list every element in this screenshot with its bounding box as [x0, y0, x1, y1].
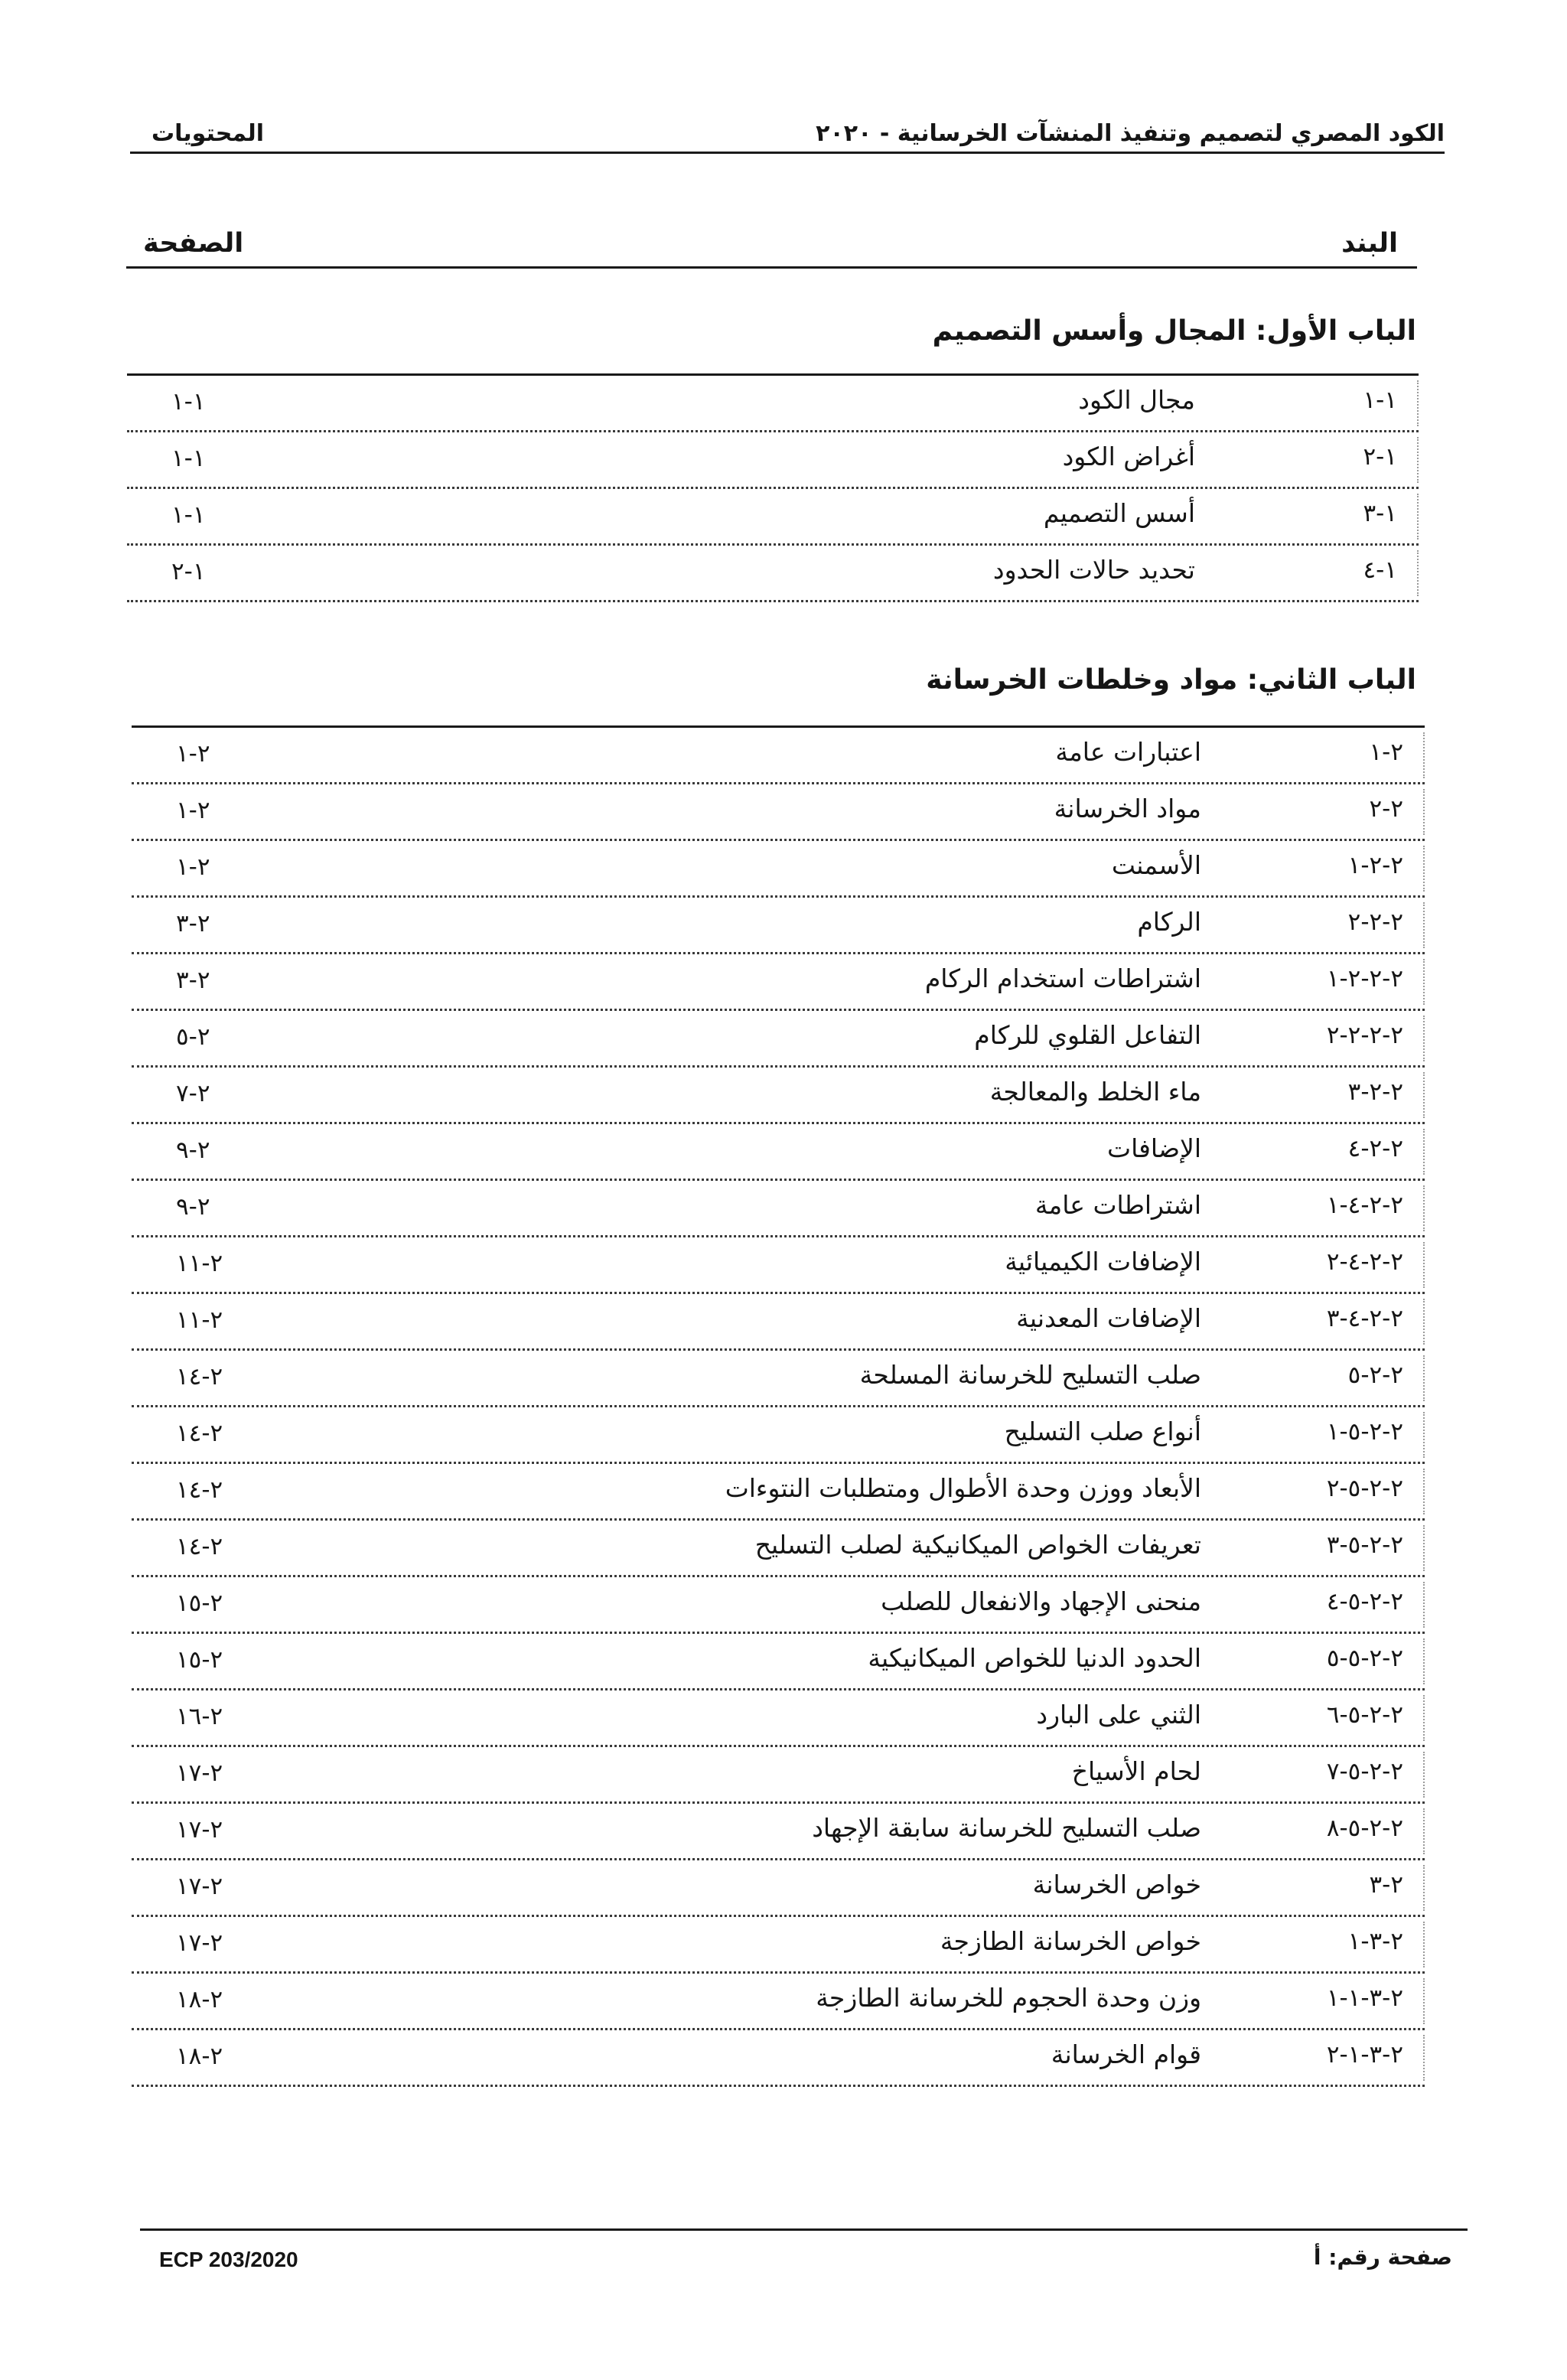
toc-item-title: منحنى الإجهاد والانفعال للصلب	[881, 1586, 1201, 1616]
row-edge-mark	[1423, 1525, 1425, 1571]
toc-row[interactable]	[132, 898, 1425, 954]
toc-item-page: ١-٢	[171, 558, 206, 585]
toc-item-title: أنواع صلب التسليح	[1004, 1417, 1201, 1446]
row-edge-mark	[1423, 1695, 1425, 1741]
toc-item-title: مجال الكود	[1078, 385, 1195, 415]
toc-item-page: ١-١	[171, 388, 206, 416]
row-edge-mark	[1423, 902, 1425, 948]
toc-row[interactable]	[127, 432, 1419, 489]
toc-item-page: ٢-١٤	[176, 1533, 223, 1560]
toc-item-number: ٢-٢-٥-٢	[1326, 1475, 1403, 1502]
toc-row[interactable]	[132, 1634, 1425, 1690]
toc-item-title: اعتبارات عامة	[1055, 737, 1201, 767]
code-reference: ECP 203/2020	[159, 2248, 298, 2271]
chapter-2-title: الباب الثاني: مواد وخلطات الخرسانة	[926, 664, 1416, 696]
toc-row[interactable]	[132, 1917, 1425, 1974]
page-number: صفحة رقم: أ	[1313, 2245, 1452, 2270]
page-footer	[140, 2228, 1468, 2277]
toc-item-number: ١-١	[1363, 386, 1397, 414]
toc-item-title: الإضافات الكيميائية	[1005, 1247, 1201, 1276]
row-edge-mark	[1423, 1865, 1425, 1911]
toc-item-title: تحديد حالات الحدود	[992, 555, 1195, 585]
toc-item-number: ١-٢	[1363, 443, 1397, 471]
toc-item-title: الأبعاد ووزن وحدة الأطوال ومتطلبات النتوءات	[725, 1473, 1201, 1503]
toc-item-page: ٢-٣	[176, 967, 210, 994]
toc-item-page: ٢-٥	[176, 1023, 210, 1051]
toc-item-page: ٢-١١	[176, 1250, 223, 1277]
running-header	[130, 98, 1445, 154]
row-edge-mark	[1423, 1129, 1425, 1175]
toc-row[interactable]	[132, 1294, 1425, 1351]
row-edge-mark	[1423, 1922, 1425, 1968]
row-edge-mark	[1423, 789, 1425, 835]
toc-item-number: ٢-٢-٥-٦	[1326, 1701, 1403, 1729]
toc-item-title: أغراض الكود	[1062, 442, 1195, 471]
toc-item-page: ٢-١٧	[176, 1816, 223, 1844]
toc-item-number: ٢-٢-٥-٧	[1326, 1758, 1403, 1785]
toc-item-number: ٢-٢-٢-١	[1326, 965, 1403, 993]
toc-item-page: ٢-١	[176, 797, 210, 824]
toc-row[interactable]	[132, 1521, 1425, 1577]
toc-item-page: ٢-١٦	[176, 1703, 223, 1730]
toc-item-number: ٢-٢-٢-٢	[1326, 1022, 1403, 1049]
document-title: الكود المصري لتصميم وتنفيذ المنشآت الخرسانية - ٢٠٢٠	[816, 120, 1445, 147]
toc-row[interactable]	[132, 954, 1425, 1011]
toc-row[interactable]	[132, 1237, 1425, 1294]
toc-item-number: ٢-٢	[1369, 795, 1403, 823]
toc-item-title: قوام الخرسانة	[1051, 2039, 1201, 2069]
item-column-heading: البند	[1341, 228, 1398, 259]
toc-item-page: ٢-١٧	[176, 1759, 223, 1787]
toc-item-page: ٢-٩	[176, 1193, 210, 1221]
section-label: المحتويات	[151, 120, 265, 147]
toc-item-title: أسس التصميم	[1043, 498, 1195, 528]
toc-row[interactable]	[132, 1407, 1425, 1464]
toc-row[interactable]	[132, 1577, 1425, 1634]
toc-item-page: ٢-١٤	[176, 1420, 223, 1447]
toc-item-number: ٢-٢-٤-١	[1326, 1192, 1403, 1219]
toc-item-title: صلب التسليح للخرسانة سابقة الإجهاد	[812, 1813, 1201, 1843]
toc-item-page: ٢-١٤	[176, 1476, 223, 1504]
toc-item-page: ٢-١٧	[176, 1873, 223, 1900]
toc-row[interactable]	[132, 1181, 1425, 1237]
toc-item-title: وزن وحدة الحجوم للخرسانة الطازجة	[816, 1983, 1201, 2013]
toc-item-number: ٢-٢-٥-٤	[1326, 1588, 1403, 1615]
toc-item-number: ٢-٢-٥	[1347, 1361, 1403, 1389]
toc-row[interactable]	[132, 1747, 1425, 1804]
toc-item-title: الإضافات	[1107, 1133, 1201, 1163]
toc-row[interactable]	[132, 1804, 1425, 1860]
toc-item-page: ٢-١١	[176, 1306, 223, 1334]
toc-item-number: ٢-٢-٥-٥	[1326, 1645, 1403, 1672]
chapter-1-title: الباب الأول: المجال وأسس التصميم	[932, 315, 1416, 347]
toc-item-title: الأسمنت	[1111, 850, 1201, 880]
toc-item-number: ٢-٢-٤	[1347, 1135, 1403, 1162]
toc-row[interactable]	[132, 841, 1425, 898]
toc-row[interactable]	[132, 1464, 1425, 1521]
row-edge-mark	[1423, 1752, 1425, 1798]
row-edge-mark	[1417, 494, 1419, 540]
toc-row[interactable]	[132, 1690, 1425, 1747]
toc-item-title: خواص الخرسانة	[1032, 1870, 1201, 1899]
row-edge-mark	[1423, 1185, 1425, 1231]
toc-row[interactable]	[132, 1860, 1425, 1917]
row-edge-mark	[1423, 1242, 1425, 1288]
toc-item-title: مواد الخرسانة	[1054, 794, 1201, 823]
toc-item-number: ٢-٢-٤-٢	[1326, 1248, 1403, 1276]
toc-item-number: ٢-٣-١-٢	[1326, 2041, 1403, 2069]
toc-row[interactable]	[132, 784, 1425, 841]
toc-item-page: ٢-١٨	[176, 1986, 223, 2013]
row-edge-mark	[1423, 1299, 1425, 1345]
toc-item-number: ٢-٣	[1369, 1871, 1403, 1899]
toc-row[interactable]	[132, 1124, 1425, 1181]
row-edge-mark	[1423, 1978, 1425, 2024]
toc-item-page: ٢-٩	[176, 1136, 210, 1164]
toc-item-page: ٢-١٤	[176, 1363, 223, 1391]
toc-item-number: ٢-١	[1369, 738, 1403, 766]
toc-row[interactable]	[127, 376, 1419, 432]
chapter-1-toc-table	[127, 373, 1419, 602]
row-edge-mark	[1417, 550, 1419, 596]
toc-item-number: ٢-٣-١	[1347, 1928, 1403, 1955]
row-edge-mark	[1423, 1582, 1425, 1628]
toc-item-page: ٢-١٥	[176, 1646, 223, 1674]
toc-item-number: ١-٤	[1363, 556, 1397, 584]
toc-item-number: ٢-٢-٢	[1347, 908, 1403, 936]
toc-item-page: ٢-٧	[176, 1080, 210, 1107]
toc-item-title: تعريفات الخواص الميكانيكية لصلب التسليح	[754, 1530, 1201, 1560]
toc-item-title: خواص الخرسانة الطازجة	[940, 1926, 1201, 1956]
toc-item-title: اشتراطات عامة	[1034, 1190, 1201, 1220]
row-edge-mark	[1423, 1016, 1425, 1061]
toc-item-title: اشتراطات استخدام الركام	[924, 963, 1201, 993]
toc-row[interactable]	[132, 1974, 1425, 2030]
toc-item-number: ٢-٢-٥-٣	[1326, 1531, 1403, 1559]
toc-row[interactable]	[132, 1011, 1425, 1068]
toc-item-page: ٢-١٥	[176, 1589, 223, 1617]
row-edge-mark	[1423, 1072, 1425, 1118]
toc-row[interactable]	[132, 2030, 1425, 2087]
row-edge-mark	[1417, 380, 1419, 426]
toc-item-number: ٢-٢-٣	[1347, 1078, 1403, 1106]
toc-row[interactable]	[132, 1068, 1425, 1124]
row-edge-mark	[1423, 732, 1425, 778]
toc-row[interactable]	[127, 489, 1419, 546]
page-column-heading: الصفحة	[143, 228, 244, 259]
toc-item-page: ٢-١٨	[176, 2043, 223, 2070]
toc-row[interactable]	[132, 1351, 1425, 1407]
toc-item-title: ماء الخلط والمعالجة	[989, 1077, 1201, 1107]
toc-item-number: ١-٣	[1363, 500, 1397, 527]
row-edge-mark	[1423, 1638, 1425, 1684]
toc-row[interactable]	[132, 728, 1425, 784]
toc-item-page: ١-١	[171, 445, 206, 472]
toc-item-page: ٢-١٧	[176, 1929, 223, 1957]
row-edge-mark	[1423, 1469, 1425, 1514]
toc-item-number: ٢-٢-٥-١	[1326, 1418, 1403, 1446]
row-edge-mark	[1423, 1412, 1425, 1458]
toc-item-page: ١-١	[171, 501, 206, 529]
toc-item-page: ٢-١	[176, 740, 210, 768]
toc-item-number: ٢-٢-٤-٣	[1326, 1305, 1403, 1332]
toc-item-page: ٢-٣	[176, 910, 210, 937]
chapter-2-toc-table	[132, 725, 1425, 2087]
row-edge-mark	[1423, 2035, 1425, 2081]
toc-row[interactable]	[127, 546, 1419, 602]
toc-item-page: ٢-١	[176, 853, 210, 881]
toc-item-title: صلب التسليح للخرسانة المسلحة	[859, 1360, 1201, 1390]
row-edge-mark	[1423, 1808, 1425, 1854]
toc-item-title: الحدود الدنيا للخواص الميكانيكية	[868, 1643, 1201, 1673]
toc-item-number: ٢-٢-٥-٨	[1326, 1814, 1403, 1842]
toc-item-title: الإضافات المعدنية	[1016, 1303, 1201, 1333]
toc-item-number: ٢-٢-١	[1347, 852, 1403, 879]
column-headings	[126, 205, 1417, 269]
row-edge-mark	[1423, 846, 1425, 892]
row-edge-mark	[1417, 437, 1419, 483]
toc-item-title: التفاعل القلوي للركام	[974, 1020, 1201, 1050]
toc-item-title: الركام	[1137, 907, 1201, 937]
toc-item-title: الثني على البارد	[1036, 1700, 1201, 1730]
row-edge-mark	[1423, 1355, 1425, 1401]
toc-item-number: ٢-٣-١-١	[1326, 1984, 1403, 2012]
row-edge-mark	[1423, 959, 1425, 1005]
toc-item-title: لحام الأسياخ	[1071, 1756, 1201, 1786]
